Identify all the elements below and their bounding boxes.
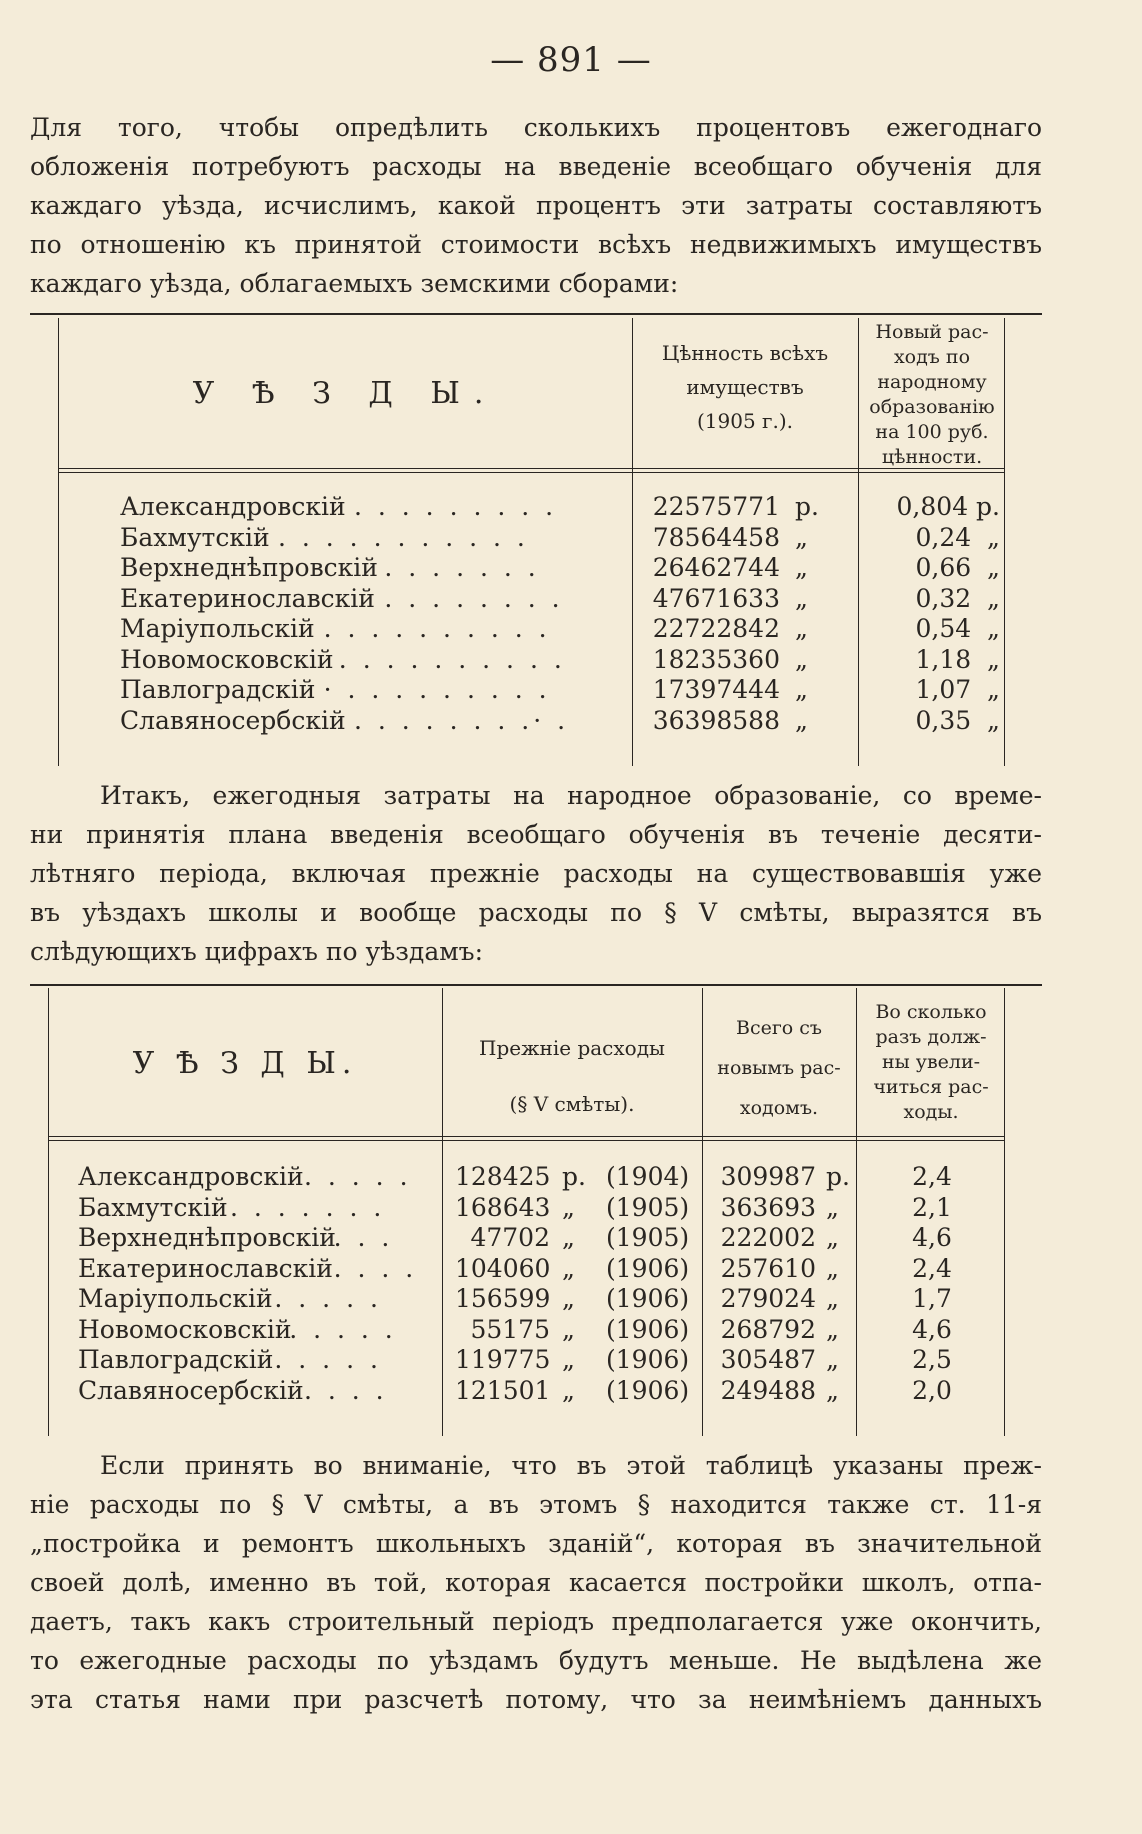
unit-mark: „ — [795, 614, 808, 643]
property-value: 78564458 — [652, 522, 780, 552]
district-name: Бахмутскій — [78, 1192, 228, 1222]
dot-leader: . . . . . . . . . . — [323, 614, 551, 643]
unit-mark: „ — [795, 644, 808, 674]
district-name: Новомосковскій — [78, 1314, 292, 1344]
unit-mark: „ — [826, 1314, 839, 1344]
unit-mark: р. — [795, 492, 819, 521]
header-property-value — [634, 336, 856, 438]
district-name: Александровскій — [78, 1162, 304, 1191]
property-value: 22722842 — [652, 614, 780, 643]
header-line: Во сколько — [875, 1001, 987, 1023]
dot-leader: . . . . . — [274, 1345, 382, 1374]
unit-mark: „ — [826, 1253, 839, 1283]
increase-ratio: 2,4 — [912, 1253, 952, 1283]
header-line: Всего съ — [735, 1017, 822, 1039]
total-expense: 249488 — [720, 1375, 816, 1405]
unit-mark: „ — [826, 1375, 839, 1405]
text-line: ни принятія плана введенія всеобщаго обученія въ теченіе десяти- — [30, 820, 1042, 849]
expense-per-100: 0,24 „ — [915, 522, 1000, 552]
header-line: (1905 г.). — [696, 409, 794, 433]
dot-leader: · . . . . . . . . . — [323, 675, 551, 704]
year: (1906) — [606, 1284, 690, 1313]
header-districts: У Ѣ З Д Ы. — [132, 1046, 358, 1081]
header-line: цѣнности. — [881, 446, 983, 468]
total-expense: 305487 — [720, 1345, 816, 1374]
header-line: читься рас- — [873, 1076, 989, 1098]
header-line: разъ долж- — [875, 1026, 987, 1048]
unit-mark: „ — [562, 1253, 575, 1283]
dot-leader: . . . . . — [274, 1284, 382, 1313]
increase-ratio: 1,7 — [912, 1284, 952, 1313]
text-line: „постройка и ремонтъ школьныхъ зданій“, которая въ значительной — [30, 1529, 1042, 1558]
previous-expense: 119775 — [455, 1345, 551, 1374]
text-line: Итакъ, ежегодныя затраты на народное образованіе, со време- — [100, 781, 1042, 810]
previous-expense: 128425 — [455, 1162, 551, 1191]
property-value: 18235360 — [652, 644, 780, 674]
header-line: народному — [877, 371, 987, 393]
district-name: Верхнеднѣпровскій — [78, 1223, 336, 1252]
unit-mark: „ — [795, 675, 808, 704]
header-line: Прежніе расходы — [479, 1036, 665, 1060]
header-districts: У Ѣ З Д Ы. — [192, 376, 498, 411]
text-line: то ежегодные расходы по уѣздамъ будутъ меньше. Не выдѣлена же — [30, 1646, 1042, 1675]
total-expense: 309987 — [720, 1162, 816, 1191]
property-value: 22575771 — [652, 492, 780, 521]
district-name: Маріупольскій — [120, 614, 315, 643]
table-top-rule — [30, 313, 1042, 315]
unit-mark: „ — [795, 705, 808, 735]
expense-per-100: 0,804 р. — [896, 492, 1000, 521]
header-prev-expenses — [444, 1020, 700, 1132]
header-rule — [48, 1140, 1004, 1141]
unit-mark: „ — [562, 1192, 575, 1222]
header-line: ходомъ. — [739, 1097, 819, 1119]
header-line: новымъ рас- — [717, 1057, 841, 1079]
unit-mark: „ — [562, 1223, 575, 1252]
text-line: Для того, чтобы опредѣлить сколькихъ процентовъ ежегоднаго — [30, 113, 1042, 142]
year: (1906) — [606, 1375, 690, 1405]
dot-leader: . . . . — [304, 1375, 388, 1405]
unit-mark: р. — [562, 1162, 586, 1191]
year: (1906) — [606, 1345, 690, 1374]
dot-leader: . . . . . . . .· . — [354, 705, 570, 735]
expense-per-100: 0,32 „ — [915, 583, 1000, 613]
dot-leader: . . . . . . . . — [384, 583, 564, 613]
unit-mark: „ — [562, 1284, 575, 1313]
property-value: 26462744 — [652, 553, 780, 582]
district-name: Славяносербскій — [78, 1375, 304, 1405]
property-value: 36398588 — [652, 705, 780, 735]
text-line: даетъ, такъ какъ строительный періодъ предполагается уже окончить, — [30, 1607, 1042, 1636]
table-top-rule — [30, 984, 1042, 986]
increase-ratio: 2,4 — [912, 1162, 952, 1191]
header-line: ходы. — [903, 1101, 959, 1123]
previous-expense: 104060 — [455, 1253, 551, 1283]
column-divider — [858, 318, 859, 766]
previous-expense: 121501 — [455, 1375, 551, 1405]
unit-mark: р. — [826, 1162, 850, 1191]
header-total — [704, 1008, 854, 1128]
table-border-left — [58, 318, 59, 766]
header-new-expense — [860, 320, 1004, 470]
text-line: лѣтняго періода, включая прежніе расходы на существовавшія уже — [30, 859, 1042, 888]
header-rule — [48, 1136, 1004, 1137]
total-expense: 268792 — [720, 1314, 816, 1344]
expense-per-100: 1,18 „ — [915, 644, 1000, 674]
year: (1906) — [606, 1253, 690, 1283]
table-border-right — [1004, 988, 1005, 1436]
district-name: Верхнеднѣпровскій — [120, 553, 378, 582]
previous-expense: 156599 — [455, 1284, 551, 1313]
paragraph-annual-costs — [30, 776, 1042, 971]
expense-per-100: 1,07 „ — [915, 675, 1000, 704]
unit-mark: „ — [795, 553, 808, 582]
page-number: — 891 — — [490, 40, 652, 80]
dot-leader: . . . . . — [289, 1314, 397, 1344]
increase-ratio: 2,5 — [912, 1345, 952, 1374]
column-divider — [632, 318, 633, 766]
dot-leader: . . . . . . . — [384, 553, 540, 582]
header-line: имуществъ — [686, 375, 804, 399]
year: (1905) — [606, 1223, 690, 1252]
district-name: Павлоградскій — [120, 675, 316, 704]
unit-mark: „ — [562, 1375, 575, 1405]
property-value: 47671633 — [652, 583, 780, 613]
column-divider — [856, 988, 857, 1436]
dot-leader: . . . . . . . . . — [354, 492, 558, 521]
header-line: на 100 руб. — [875, 421, 989, 443]
dot-leader: . . . . . — [304, 1162, 412, 1191]
header-line: Новый рас- — [875, 321, 989, 343]
text-line: ніе расходы по § V смѣты, а въ этомъ § находится также ст. 11-я — [30, 1490, 1042, 1519]
total-expense: 363693 — [720, 1192, 816, 1222]
unit-mark: „ — [826, 1345, 839, 1374]
text-line: каждаго уѣзда, облагаемыхъ земскими сборами: — [30, 269, 679, 298]
header-line: ходъ по — [893, 346, 971, 368]
header-line: Цѣнность всѣхъ — [661, 341, 829, 365]
header-line: ны увели- — [881, 1051, 981, 1073]
text-line: слѣдующихъ цифрахъ по уѣздамъ: — [30, 937, 484, 966]
paragraph-conclusion — [30, 1446, 1042, 1719]
property-value: 17397444 — [652, 675, 780, 704]
unit-mark: „ — [795, 522, 808, 552]
expense-per-100: 0,54 „ — [915, 614, 1000, 643]
unit-mark: „ — [562, 1314, 575, 1344]
expense-per-100: 0,35 „ — [915, 705, 1000, 735]
column-divider — [442, 988, 443, 1436]
total-expense: 257610 — [720, 1253, 816, 1283]
district-name: Екатеринославскій — [78, 1253, 333, 1283]
district-name: Екатеринославскій — [120, 583, 375, 613]
year: (1904) — [606, 1162, 690, 1191]
previous-expense: 55175 — [470, 1314, 550, 1344]
previous-expense: 168643 — [455, 1192, 551, 1222]
dot-leader: . . . . . . . . . . — [338, 644, 566, 674]
header-rule — [58, 472, 1004, 473]
district-name: Славяносербскій — [120, 705, 346, 735]
year: (1905) — [606, 1192, 690, 1222]
unit-mark: „ — [826, 1192, 839, 1222]
expense-per-100: 0,66 „ — [915, 553, 1000, 582]
dot-leader: . . . . — [333, 1253, 418, 1283]
table-border-right — [1004, 318, 1005, 766]
increase-ratio: 2,0 — [912, 1375, 952, 1405]
dot-leader: . . . — [333, 1223, 394, 1252]
text-line: Если принять во вниманіе, что въ этой таблицѣ указаны преж- — [100, 1451, 1042, 1480]
unit-mark: „ — [795, 583, 808, 613]
increase-ratio: 4,6 — [912, 1314, 952, 1344]
dot-leader: . . . . . . . . . . . — [278, 522, 529, 552]
previous-expense: 47702 — [470, 1223, 550, 1252]
district-name: Павлоградскій — [78, 1345, 274, 1374]
district-name: Бахмутскій — [120, 522, 270, 552]
column-divider — [702, 988, 703, 1436]
dot-leader: . . . . . . . — [230, 1192, 386, 1222]
unit-mark: „ — [562, 1345, 575, 1374]
header-line: (§ V смѣты). — [509, 1092, 635, 1116]
text-line: эта статья нами при разсчетѣ потому, что за неимѣніемъ данныхъ — [30, 1685, 1042, 1714]
district-name: Александровскій — [120, 492, 346, 521]
unit-mark: „ — [826, 1284, 839, 1313]
district-name: Новомосковскій — [120, 644, 334, 674]
text-line: по отношенію къ принятой стоимости всѣхъ недвижимыхъ имуществъ — [30, 230, 1042, 259]
header-ratio — [858, 1000, 1004, 1125]
text-line: своей долѣ, именно въ той, которая касается постройки школъ, отпа- — [30, 1568, 1042, 1597]
total-expense: 279024 — [720, 1284, 816, 1313]
text-line: каждаго уѣзда, исчислимъ, какой процентъ эти затраты составляютъ — [30, 191, 1042, 220]
text-line: въ уѣздахъ школы и вообще расходы по § V смѣты, выразятся въ — [30, 898, 1042, 927]
table-border-left — [48, 988, 49, 1436]
year: (1906) — [606, 1314, 690, 1344]
increase-ratio: 2,1 — [912, 1192, 952, 1222]
unit-mark: „ — [826, 1223, 839, 1252]
text-line: обложенія потребуютъ расходы на введеніе всеобщаго обученія для — [30, 152, 1042, 181]
header-line: образованію — [869, 396, 995, 418]
increase-ratio: 4,6 — [912, 1223, 952, 1252]
district-name: Маріупольскій — [78, 1284, 273, 1313]
total-expense: 222002 — [720, 1223, 816, 1252]
paragraph-intro — [30, 108, 1042, 303]
